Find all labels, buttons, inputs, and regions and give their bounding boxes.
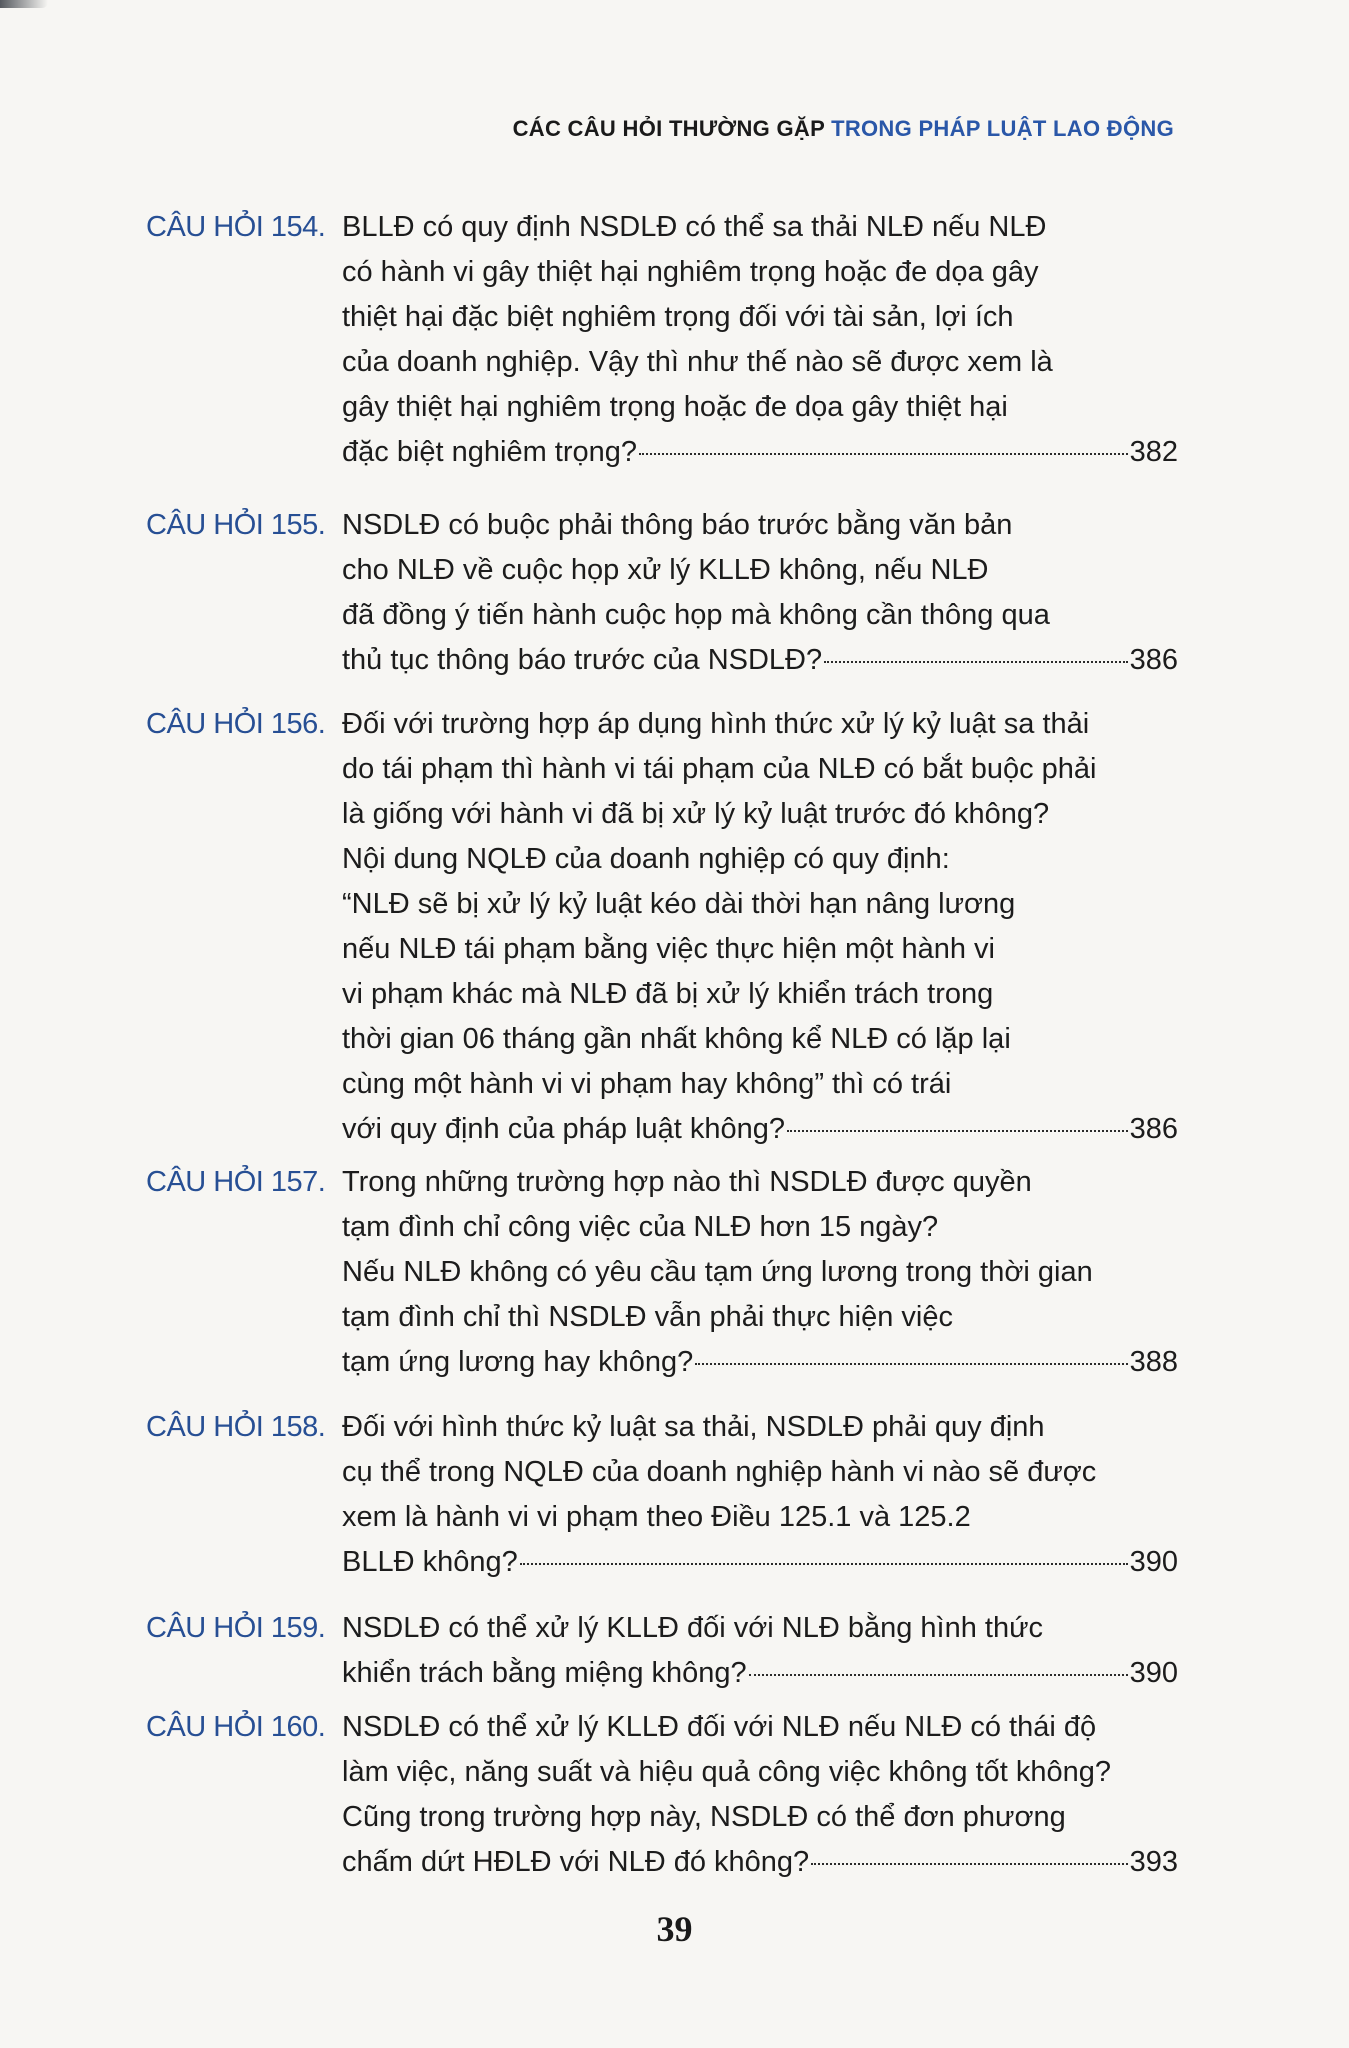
- scan-edge-mark: [0, 0, 48, 8]
- question-number: CÂU HỎI 159.: [146, 1612, 326, 1644]
- question-number: CÂU HỎI 154.: [146, 211, 326, 243]
- question-text: [342, 702, 1178, 1152]
- page-number: 39: [656, 1909, 693, 1949]
- question-line-text: BLLĐ không?: [342, 1546, 518, 1578]
- question-line: Đối với trường hợp áp dụng hình thức xử lý kỷ luật sa thải: [342, 708, 1090, 740]
- running-header: [513, 116, 1174, 142]
- question-line: NSDLĐ có thể xử lý KLLĐ đối với NLĐ nếu NLĐ có thái độ: [342, 1711, 1097, 1743]
- toc-page-ref: 388: [1129, 1346, 1178, 1378]
- question-line: Nếu NLĐ không có yêu cầu tạm ứng lương trong thời gian: [342, 1256, 1093, 1288]
- question-number: CÂU HỎI 156.: [146, 708, 326, 740]
- toc-page-ref: 390: [1129, 1657, 1178, 1689]
- question-line: “NLĐ sẽ bị xử lý kỷ luật kéo dài thời hạn nâng lương: [342, 888, 1016, 920]
- question-line-last: [342, 1840, 1178, 1885]
- question-line-last: [342, 430, 1178, 475]
- question-text: [342, 1160, 1178, 1385]
- question-line: Trong những trường hợp nào thì NSDLĐ được quyền: [342, 1166, 1032, 1198]
- question-line: làm việc, năng suất và hiệu quả công việc không tốt không?: [342, 1756, 1112, 1788]
- question-number: CÂU HỎI 155.: [146, 509, 326, 541]
- dot-leader: [695, 1363, 1127, 1365]
- dot-leader: [811, 1863, 1127, 1865]
- question-text: [342, 503, 1178, 683]
- dot-leader: [639, 453, 1128, 455]
- question-line: đã đồng ý tiến hành cuộc họp mà không cần thông qua: [342, 599, 1050, 631]
- question-line: NSDLĐ có buộc phải thông báo trước bằng văn bản: [342, 509, 1013, 541]
- question-line: cụ thể trong NQLĐ của doanh nghiệp hành vi nào sẽ được: [342, 1456, 1097, 1488]
- toc-page-ref: 393: [1129, 1846, 1178, 1878]
- question-line: là giống với hành vi đã bị xử lý kỷ luật trước đó không?: [342, 798, 1050, 830]
- question-line: nếu NLĐ tái phạm bằng việc thực hiện một hành vi: [342, 933, 995, 965]
- question-line: thiệt hại đặc biệt nghiêm trọng đối với tài sản, lợi ích: [342, 301, 1014, 333]
- running-header-title: CÁC CÂU HỎI THƯỜNG GẶP: [512, 116, 825, 141]
- toc-page-ref: 382: [1129, 436, 1178, 468]
- question-line: vi phạm khác mà NLĐ đã bị xử lý khiển trách trong: [342, 978, 994, 1010]
- question-line: tạm đình chỉ công việc của NLĐ hơn 15 ngày?: [342, 1211, 939, 1243]
- question-line: NSDLĐ có thể xử lý KLLĐ đối với NLĐ bằng hình thức: [342, 1612, 1043, 1644]
- question-text: [342, 1606, 1178, 1696]
- question-line: thời gian 06 tháng gần nhất không kể NLĐ có lặp lại: [342, 1023, 1011, 1055]
- dot-leader: [824, 661, 1127, 663]
- question-line: Đối với hình thức kỷ luật sa thải, NSDLĐ phải quy định: [342, 1411, 1045, 1443]
- question-number: CÂU HỎI 158.: [146, 1411, 326, 1443]
- question-line-text: chấm dứt HĐLĐ với NLĐ đó không?: [342, 1846, 810, 1878]
- question-line-last: [342, 1651, 1178, 1696]
- dot-leader: [787, 1130, 1128, 1132]
- question-line-last: [342, 1540, 1178, 1585]
- toc-page-ref: 386: [1129, 644, 1178, 676]
- question-line: BLLĐ có quy định NSDLĐ có thể sa thải NLĐ nếu NLĐ: [342, 211, 1047, 243]
- question-line: tạm đình chỉ thì NSDLĐ vẫn phải thực hiện việc: [342, 1301, 953, 1333]
- question-text: [342, 1705, 1178, 1885]
- toc-page-ref: 386: [1129, 1113, 1178, 1145]
- question-line: cho NLĐ về cuộc họp xử lý KLLĐ không, nếu NLĐ: [342, 554, 989, 586]
- question-line: có hành vi gây thiệt hại nghiêm trọng hoặc đe dọa gây: [342, 256, 1039, 288]
- question-line-text: khiển trách bằng miệng không?: [342, 1657, 747, 1689]
- question-line: xem là hành vi vi phạm theo Điều 125.1 và 125.2: [342, 1501, 971, 1533]
- question-line-last: [342, 1107, 1178, 1152]
- question-line-text: tạm ứng lương hay không?: [342, 1346, 694, 1378]
- question-line: Cũng trong trường hợp này, NSDLĐ có thể đơn phương: [342, 1801, 1066, 1833]
- question-text: [342, 1405, 1178, 1585]
- toc-page-ref: 390: [1129, 1546, 1178, 1578]
- dot-leader: [520, 1563, 1128, 1565]
- question-line: gây thiệt hại nghiêm trọng hoặc đe dọa gây thiệt hại: [342, 391, 1008, 423]
- question-line-text: với quy định của pháp luật không?: [342, 1113, 786, 1145]
- question-number: CÂU HỎI 160.: [146, 1711, 326, 1743]
- question-line: cùng một hành vi vi phạm hay không” thì có trái: [342, 1068, 952, 1100]
- question-line-last: [342, 638, 1178, 683]
- question-line: do tái phạm thì hành vi tái phạm của NLĐ có bắt buộc phải: [342, 753, 1097, 785]
- question-line: của doanh nghiệp. Vậy thì như thế nào sẽ được xem là: [342, 346, 1053, 378]
- question-line-text: đặc biệt nghiêm trọng?: [342, 436, 638, 468]
- running-header-subtitle: TRONG PHÁP LUẬT LAO ĐỘNG: [831, 116, 1174, 141]
- question-line: Nội dung NQLĐ của doanh nghiệp có quy định:: [342, 843, 950, 875]
- question-number: CÂU HỎI 157.: [146, 1166, 326, 1198]
- dot-leader: [749, 1674, 1128, 1676]
- question-line-last: [342, 1340, 1178, 1385]
- question-text: [342, 205, 1178, 475]
- question-line-text: thủ tục thông báo trước của NSDLĐ?: [342, 644, 823, 676]
